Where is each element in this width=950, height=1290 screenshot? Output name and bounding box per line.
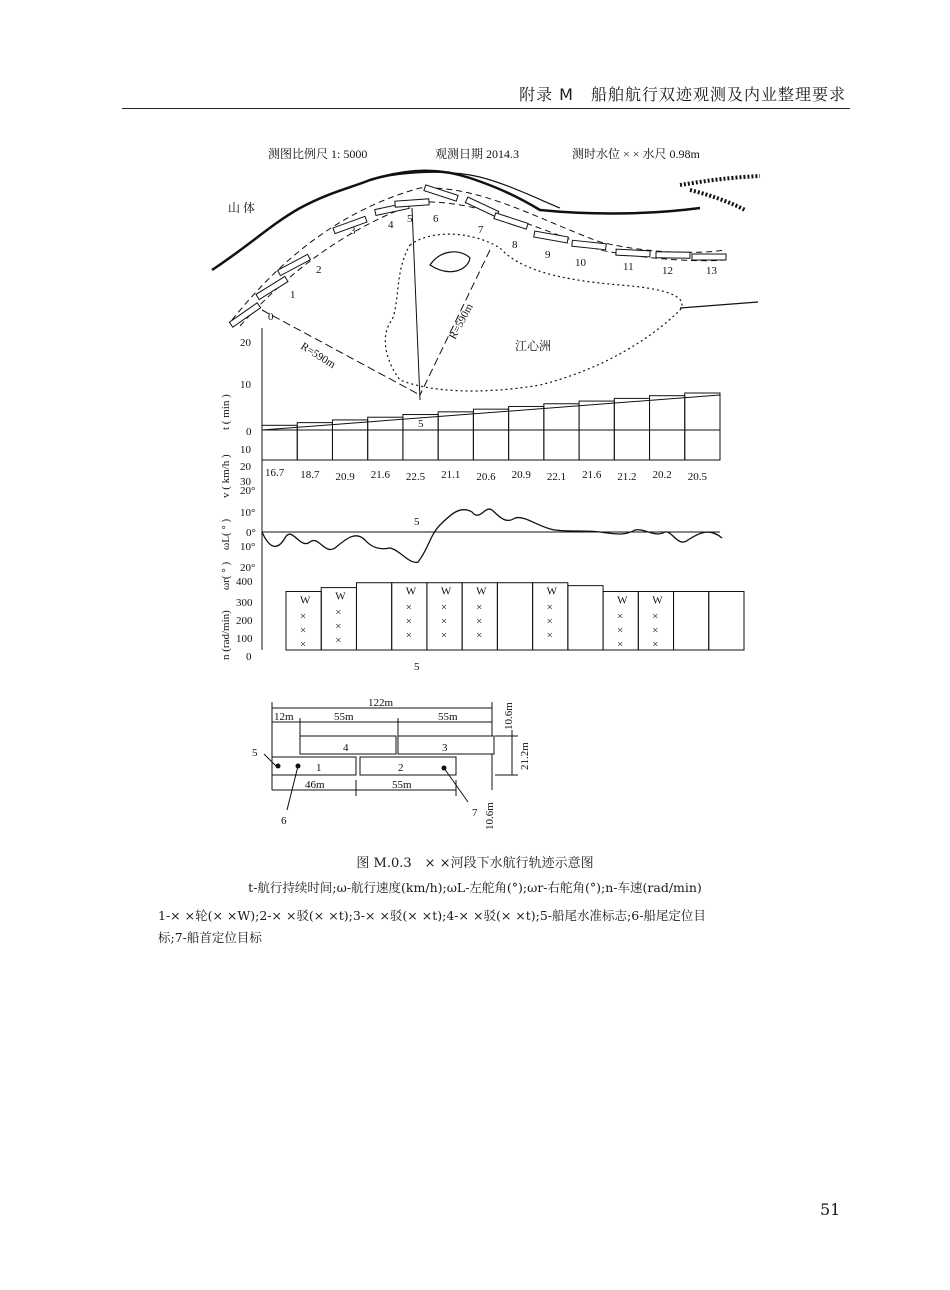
engine-mark-x: × <box>546 615 553 628</box>
pos-9: 9 <box>545 249 551 261</box>
radius-right-label: R=590m <box>447 301 476 342</box>
v-axis-label: v ( km/h ) <box>220 454 232 498</box>
engine-mark-x: × <box>546 601 553 614</box>
engine-mark-x: × <box>476 629 483 642</box>
fleet-total: 122m <box>368 697 394 709</box>
engine-mark-w: W <box>617 594 628 607</box>
engine-mark-x: × <box>440 629 448 642</box>
fleet-p5: 5 <box>252 747 258 759</box>
speed-label: 21.6 <box>582 469 602 481</box>
fleet-w3: 10.6m <box>484 802 496 830</box>
speed-label: 20.2 <box>652 469 672 481</box>
fleet-b4: 4 <box>343 742 349 754</box>
wr-axis-label: ωr( ° ) <box>220 561 232 590</box>
fleet-d46: 46m <box>305 779 325 791</box>
fleet-d55b: 55m <box>438 711 458 723</box>
angle-tick-0: 0° <box>246 527 256 539</box>
engine-speed-bar <box>497 583 532 650</box>
island-tail <box>680 302 758 308</box>
engine-mark-w: W <box>405 585 417 598</box>
pos-3: 3 <box>350 225 356 237</box>
t-tick-10: 10 <box>240 379 251 391</box>
fleet-d55c: 55m <box>392 779 412 791</box>
tug-1 <box>272 757 356 775</box>
route-inner <box>240 202 725 326</box>
figure-title: 图 M.0.3 × ×河段下水航行轨迹示意图 <box>356 856 594 871</box>
time-speed-segment <box>332 420 367 460</box>
pos-13: 13 <box>706 265 717 277</box>
engine-mark-x: × <box>405 629 412 642</box>
trajectory-figure <box>0 130 950 960</box>
angle-ticks <box>240 485 256 574</box>
engine-mark-x: × <box>476 615 483 628</box>
pos-8: 8 <box>512 239 518 251</box>
time-speed-segment <box>473 409 508 460</box>
v-tick-30: 30 <box>240 476 251 488</box>
time-speed-segment <box>509 406 544 460</box>
v-tick-20: 20 <box>240 461 251 473</box>
fleet-b1: 1 <box>316 762 322 774</box>
engine-speed-bar <box>674 592 709 651</box>
v-ticks <box>240 444 252 488</box>
engine-mark-w: W <box>546 585 558 598</box>
n-tick-200: 200 <box>236 615 253 627</box>
scale-text: 测图比例尺 1: 5000 <box>268 147 368 161</box>
engine-mark-x: × <box>652 638 659 651</box>
mountain-label: 山 体 <box>228 201 256 215</box>
speed-label: 16.7 <box>265 467 285 479</box>
island-lagoon <box>430 252 470 272</box>
engine-speed-bars <box>286 583 744 651</box>
t-slope-line <box>262 395 720 430</box>
engine-mark-x: × <box>652 624 659 637</box>
pos-5: 5 <box>407 213 413 225</box>
angle-tick-20a: 20° <box>240 485 256 497</box>
fleet-diagram <box>264 702 518 810</box>
engine-speed-bar <box>356 583 391 650</box>
v-tick-10: 10 <box>240 444 251 456</box>
engine-mark-x: × <box>652 610 659 623</box>
engine-speed-bar <box>568 586 603 650</box>
t-tick-0: 0 <box>246 426 252 438</box>
center-line <box>412 208 420 400</box>
speed-label: 21.6 <box>370 469 390 481</box>
mark-5-angle: 5 <box>414 516 420 528</box>
water-level-text: 测时水位 × × 水尺 0.98m <box>572 147 700 161</box>
engine-mark-x: × <box>405 615 412 628</box>
page-number: 51 <box>820 1200 841 1219</box>
fleet-d55a: 55m <box>334 711 354 723</box>
time-speed-segment <box>438 412 473 460</box>
engine-mark-x: × <box>300 638 307 651</box>
engine-mark-x: × <box>617 624 624 637</box>
angle-tick-10b: 10° <box>240 541 256 553</box>
speed-label: 18.7 <box>300 469 320 481</box>
fleet-p6: 6 <box>281 815 287 827</box>
speed-labels <box>265 467 708 483</box>
pos-6: 6 <box>433 213 439 225</box>
wl-axis-label: ωL( ° ) <box>220 518 232 550</box>
fleet-p7: 7 <box>472 807 478 819</box>
engine-mark-x: × <box>476 601 483 614</box>
t-ticks <box>240 337 252 438</box>
engine-mark-x: × <box>405 601 412 614</box>
pos-4: 4 <box>388 219 394 231</box>
engine-mark-x: × <box>300 624 307 637</box>
speed-label: 20.5 <box>687 471 708 483</box>
pos-1: 1 <box>290 289 296 301</box>
header-rule <box>122 108 850 109</box>
engine-mark-w: W <box>300 594 311 607</box>
time-speed-bars <box>262 393 720 460</box>
time-speed-segment <box>650 396 685 460</box>
time-speed-segment <box>579 401 614 460</box>
pos-7: 7 <box>478 224 484 236</box>
speed-label: 20.9 <box>335 471 355 483</box>
engine-mark-x: × <box>617 638 624 651</box>
speed-label: 22.1 <box>546 471 567 483</box>
legend-line-3: 标;7-船首定位目标 <box>158 930 262 945</box>
mark-5-time: 5 <box>418 418 424 430</box>
mountain-hatch <box>680 176 760 210</box>
time-speed-segment <box>685 393 720 460</box>
time-speed-segment <box>614 398 649 460</box>
t-tick-20: 20 <box>240 337 251 349</box>
pos-11: 11 <box>623 261 634 273</box>
speed-label: 20.6 <box>476 471 496 483</box>
angle-tick-20b: 20° <box>240 562 256 574</box>
engine-mark-x: × <box>335 606 342 619</box>
speed-label: 21.1 <box>441 469 461 481</box>
pos-12: 12 <box>662 265 673 277</box>
fleet-w2: 21.2m <box>519 742 531 770</box>
rudder-angle-curve <box>262 509 722 562</box>
engine-mark-x: × <box>440 601 448 614</box>
time-speed-segment <box>544 404 579 460</box>
pos-10: 10 <box>575 257 586 269</box>
t-axis-label: t ( min ) <box>220 394 232 430</box>
radius-left-label: R=590m <box>298 340 338 372</box>
fleet-w1: 10.6m <box>503 702 515 730</box>
engine-mark-x: × <box>300 610 307 623</box>
n-ticks <box>236 576 253 663</box>
island-label: 江心洲 <box>515 339 552 353</box>
engine-mark-x: × <box>335 634 342 647</box>
n-axis-label: n (rad/min) <box>220 610 232 660</box>
engine-mark-w: W <box>440 585 452 598</box>
speed-label: 22.5 <box>405 471 426 483</box>
pos-2: 2 <box>316 264 322 276</box>
running-header <box>122 80 850 106</box>
engine-mark-w: W <box>652 594 663 607</box>
engine-mark-x: × <box>440 615 448 628</box>
engine-mark-w: W <box>476 585 487 598</box>
n-tick-100: 100 <box>236 633 253 645</box>
engine-mark-x: × <box>335 620 342 633</box>
fleet-b2: 2 <box>398 762 404 774</box>
speed-label: 20.9 <box>511 469 531 481</box>
speed-label: 21.2 <box>617 471 637 483</box>
engine-mark-w: W <box>335 590 346 603</box>
time-speed-segment <box>368 417 403 460</box>
mark-5-n: 5 <box>414 661 420 673</box>
time-speed-segment <box>262 425 297 460</box>
angle-tick-10a: 10° <box>240 507 256 519</box>
n-tick-300: 300 <box>236 597 253 609</box>
legend-line-2: 1-× ×轮(× ×W);2-× ×驳(× ×t);3-× ×驳(× ×t);4-× ×驳(× ×t);5-船尾水准标志;6-船尾定位目 <box>158 908 706 923</box>
engine-mark-x: × <box>617 610 624 623</box>
date-text: 观测日期 2014.3 <box>435 147 520 161</box>
engine-speed-bar <box>709 592 744 651</box>
fleet-d12: 12m <box>274 711 294 723</box>
time-speed-segment <box>297 423 332 460</box>
barge-2 <box>360 757 456 775</box>
legend-line-1: t-航行持续时间;ω-航行速度(km/h);ωL-左舵角(°);ωr-右舵角(°);n-车速(rad/min) <box>248 880 702 895</box>
engine-mark-x: × <box>546 629 553 642</box>
n-tick-0: 0 <box>246 651 252 663</box>
island-outline <box>385 234 682 391</box>
pos-0: 0 <box>268 311 274 323</box>
n-tick-400: 400 <box>236 576 253 588</box>
fleet-b3: 3 <box>442 742 448 754</box>
header-text: 附录 M 船舶航行双迹观测及内业整理要求 <box>519 85 846 104</box>
radius-line-left <box>262 310 420 395</box>
